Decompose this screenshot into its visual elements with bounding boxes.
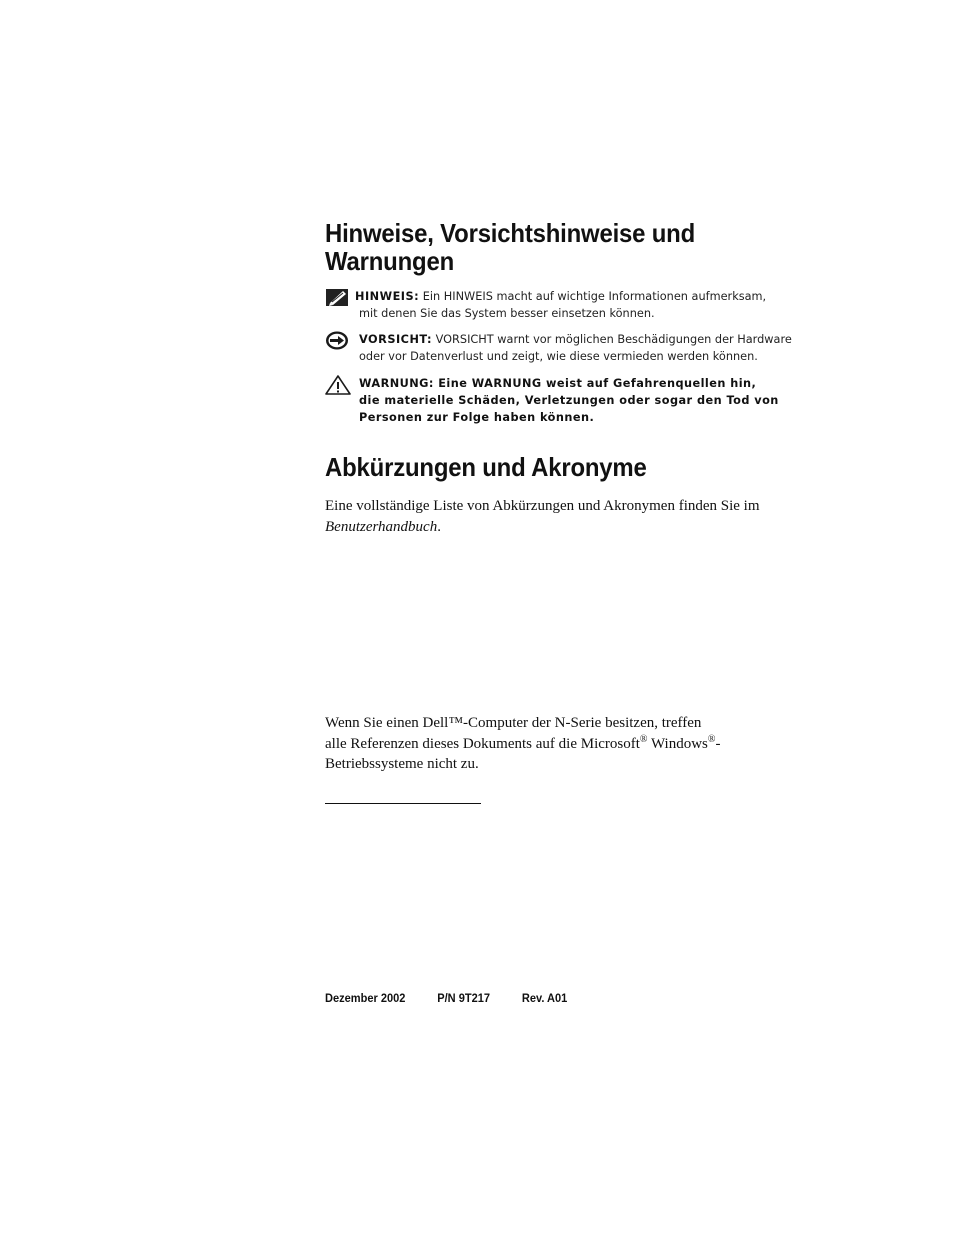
dell-note-line-1: Wenn Sie einen Dell™-Computer der N-Serie besitzen, treffen — [325, 715, 702, 731]
footer-date: Dezember 2002 — [325, 991, 406, 1005]
warning-line-3: Personen zur Folge haben können. — [359, 411, 595, 424]
notice-line-2: mit denen Sie das System besser einsetzen können. — [359, 307, 655, 320]
separator-rule — [325, 803, 481, 804]
dell-note-line-2b: Windows — [647, 735, 708, 752]
footer-part-number: P/N 9T217 — [437, 991, 491, 1005]
heading-abbreviations: Abkürzungen und Akronyme — [325, 452, 647, 482]
dell-n-series-note — [325, 713, 825, 775]
period: . — [437, 518, 441, 535]
warning-line-1: WARNUNG: Eine WARNUNG weist auf Gefahrenquellen hin, — [359, 377, 757, 390]
dell-note-line-3: Betriebssysteme nicht zu. — [325, 756, 479, 772]
warning-line-2: die materielle Schäden, Verletzungen oder sogar den Tod von — [359, 394, 779, 407]
notice-hinweis-text — [355, 288, 825, 322]
dell-note-line-2c: - — [715, 735, 721, 752]
notice-label: VORSICHT: — [359, 333, 433, 346]
dell-note-line-2a: alle Referenzen dieses Dokuments auf die Microsoft — [325, 735, 640, 752]
notice-line-2: oder vor Datenverlust und zeigt, wie diese vermieden werden können. — [359, 350, 758, 363]
warning-triangle-icon — [325, 375, 351, 400]
footer-revision: Rev. A01 — [521, 991, 568, 1005]
notice-line-1: VORSICHT warnt vor möglichen Beschädigungen der Hardware — [435, 333, 792, 346]
notice-vorsicht-text — [359, 331, 829, 365]
manual-title: Benutzerhandbuch — [325, 518, 438, 535]
heading-line-2: Warnungen — [325, 246, 455, 276]
caution-stop-icon — [325, 331, 349, 356]
abbreviations-paragraph — [325, 496, 825, 537]
notice-warnung-text — [359, 375, 829, 426]
abbreviations-line-1: Eine vollständige Liste von Abkürzungen und Akronymen finden Sie im — [325, 498, 760, 514]
heading-line-1: Hinweise, Vorsichtshinweise und — [325, 218, 696, 248]
registered-mark: ® — [639, 733, 648, 745]
pencil-note-icon — [325, 288, 349, 313]
notice-line-1: Ein HINWEIS macht auf wichtige Informationen aufmerksam, — [422, 290, 767, 303]
notice-label: HINWEIS: — [355, 290, 420, 303]
heading-notes-cautions-warnings — [325, 219, 785, 275]
registered-mark: ® — [707, 733, 716, 745]
